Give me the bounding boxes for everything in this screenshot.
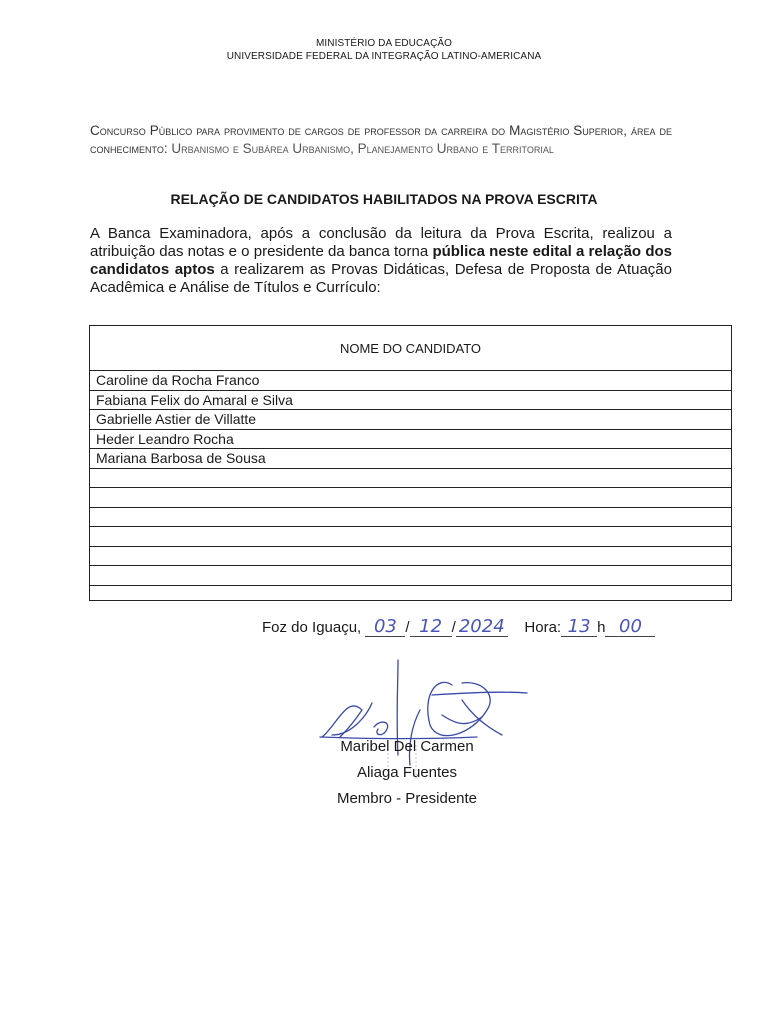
- table-row: Fabiana Felix do Amaral e Silva: [90, 391, 731, 411]
- candidates-table: [89, 325, 732, 601]
- table-row: Caroline da Rocha Franco: [90, 371, 731, 391]
- h-label: h: [597, 619, 606, 636]
- intro-paragraph: [90, 225, 672, 297]
- date-sep-2: /: [451, 619, 456, 636]
- table-row: [90, 586, 731, 606]
- intro-part2: a realizarem as Provas Didáticas, Defesa de Proposta de Atuação Acadêmica e Análise de Títulos e Currículo:: [90, 261, 672, 296]
- signatory-role: Membro - Presidente: [336, 790, 478, 807]
- table-row: [90, 508, 731, 528]
- table-row: [90, 527, 731, 547]
- ministry-header: MINISTÉRIO DA EDUCAÇÃO: [315, 38, 453, 49]
- handwritten-signature: [312, 655, 542, 780]
- table-header: NOME DO CANDIDATO: [90, 326, 731, 371]
- concurso-description: [90, 122, 672, 158]
- signatory-name-line1: Maribel Del Carmen: [340, 738, 474, 755]
- hour-label: Hora:: [524, 619, 562, 636]
- table-row: [90, 488, 731, 508]
- intro-part1: A Banca Examinadora, após a conclusão da leitura da Prova Escrita, realizou a atribuição das notas e o presidente da banca torna: [90, 225, 672, 260]
- university-header: UNIVERSIDADE FEDERAL DA INTEGRAÇÃO LATINO-AMERICANA: [226, 51, 542, 62]
- concurso-text: Concurso Público para provimento de cargos de professor da carreira do Magistério Superior, área de conhecimento:: [90, 123, 672, 156]
- date-line: [262, 618, 655, 637]
- place-label: Foz do Iguaçu,: [262, 619, 366, 636]
- intro-bold: pública neste edital a relação dos candidatos aptos: [90, 243, 672, 278]
- year-field: 2024: [456, 618, 508, 637]
- day-field: 03: [365, 618, 405, 637]
- minutes-field: 00: [605, 618, 655, 637]
- table-row: [90, 469, 731, 489]
- document-title: RELAÇÃO DE CANDIDATOS HABILITADOS NA PROVA ESCRITA: [170, 191, 598, 207]
- table-row: Mariana Barbosa de Sousa: [90, 449, 731, 469]
- table-row: Heder Leandro Rocha: [90, 430, 731, 450]
- hour-field: 13: [561, 618, 597, 637]
- table-row: [90, 547, 731, 567]
- month-field: 12: [410, 618, 452, 637]
- signatory-name-line2: Aliaga Fuentes: [356, 764, 458, 781]
- table-row: Gabrielle Astier de Villatte: [90, 410, 731, 430]
- table-row: [90, 566, 731, 586]
- date-sep-1: /: [405, 619, 410, 636]
- knowledge-area: Urbanismo e Subárea Urbanismo, Planejamento Urbano e Territorial: [171, 141, 554, 156]
